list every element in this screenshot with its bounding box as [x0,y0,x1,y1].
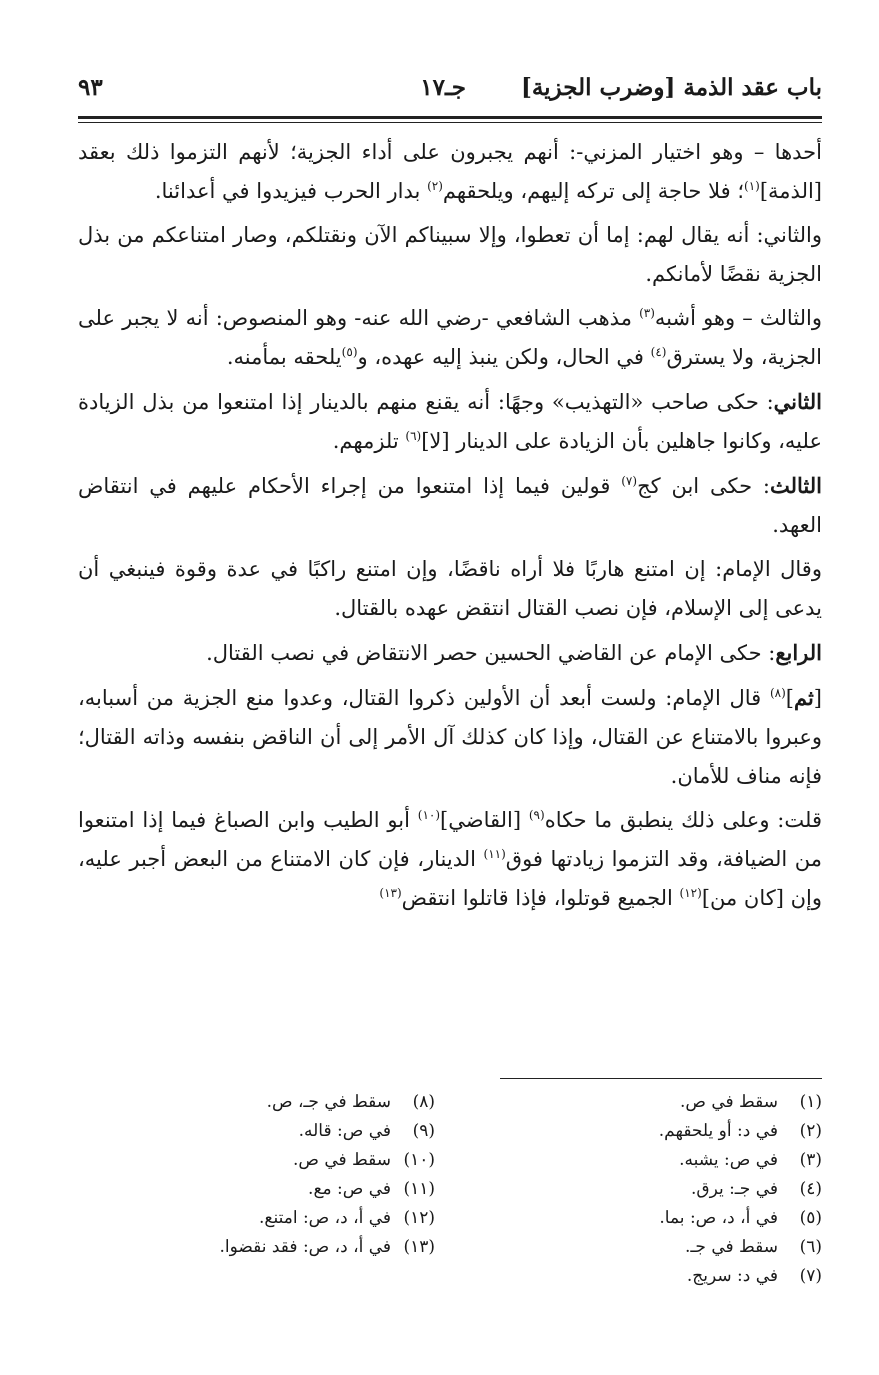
footnote-number: (١١) [403,1179,435,1199]
page-number: ٩٣ [78,74,103,101]
footnote-text: في أ، د، ص: امتنع. [259,1208,391,1228]
section-lead: الثالث [770,473,822,498]
paragraph: وقال الإمام: إن امتنع هاربًا فلا أراه ناقضًا، وإن امتنع راكبًا في عدة وقوة فينبغي أن يدعى إلى الإسلام، فإن نصب القتال انتقض عهده بالقتال. [78,557,822,620]
footnote-text: في أ، د، ص: فقد نقضوا. [219,1237,391,1257]
footnote [465,1146,822,1175]
paragraph: الرابع: حكى الإمام عن القاضي الحسين حصر الانتقاض في نصب القتال. [206,640,822,665]
section-lead: الرابع [775,640,822,665]
footnote [78,1233,435,1262]
paragraph: قلت: وعلى ذلك ينطبق ما حكاه$^{(٩)}$ [القاضي]$^{(١٠)}$ أبو الطيب وابن الصباغ فيما إذا امتنعوا من الضيافة، وقد التزموا زيادتها فوق$^{(١١)}$ الدينار، فإن كان الامتناع من البعض أجبر عليه، وإن [كان من]$^{(١٢)}$ الجميع قوتلوا، فإذا قاتلوا انتقض$^{(١٣)}$ [78,808,822,910]
footnotes-column-left [78,1088,465,1291]
footnote-number: (١٢) [403,1208,435,1228]
footnote-number: (٣) [799,1150,822,1170]
paragraph: والثاني: أنه يقال لهم: إما أن تعطوا، وإلا سبيناكم الآن ونقتلكم، وصار امتناعكم من بذل الجزية نقضًا لأمانكم. [78,223,822,286]
footnote [465,1117,822,1146]
footnote-text: في ص: يشبه. [679,1150,778,1170]
footnote [465,1204,822,1233]
footnote-text: سقط في جـ. [685,1237,778,1257]
footnote-text: في د: سريج. [686,1266,778,1286]
footnotes [78,1088,822,1291]
footnote-number: (٧) [799,1266,822,1286]
page-body [78,133,822,918]
footnotes-column-right [465,1088,822,1291]
footnote-number: (٥) [799,1208,822,1228]
footnote-text: في ص: قاله. [298,1121,391,1141]
footnote-text: في د: أو يلحقهم. [658,1121,778,1141]
footnote [465,1088,822,1117]
footnote [78,1204,435,1233]
footnote-text: سقط في ص. [679,1092,778,1112]
footnote [78,1146,435,1175]
footnote [78,1088,435,1117]
footnote-number: (٦) [799,1237,822,1257]
footnote [465,1262,822,1291]
footnote-number: (١) [799,1092,822,1112]
paragraph: الثاني: حكى صاحب «التهذيب» وجهًا: أنه يقنع منهم بالدينار إذا امتنعوا من بذل الزيادة عليه، وكانوا جاهلين بأن الزيادة على الدينار [لا]$^{(٦)}$ تلزمهم. [78,389,822,453]
footnote [78,1175,435,1204]
footnote-text: في جـ: يرق. [690,1179,778,1199]
footnote-text: سقط في جـ، ص. [266,1092,391,1112]
paragraph: [ثم]$^{(٨)}$ قال الإمام: ولست أبعد أن الأولين ذكروا القتال، وعدوا منع الجزية من أسبابه، وعبروا بالامتناع عن القتال، وإذا كان كذلك آل الأمر إلى أن الناقض بنفسه وذاته القتال؛ فإنه مناف للأمان. [78,685,822,788]
paragraph: الثالث: حكى ابن كج$^{(٧)}$ قولين فيما إذا امتنعوا من إجراء الأحكام عليهم في انتقاض العهد. [78,473,822,537]
header-rule [78,116,822,119]
volume-number: جـ١٧ [420,74,466,101]
footnote-text: في أ، د، ص: بما. [659,1208,778,1228]
chapter-title: باب عقد الذمة [وضرب الجزية] [520,74,822,101]
book-page [78,66,822,1316]
footnote [465,1233,822,1262]
footnote-number: (٢) [799,1121,822,1141]
footnote-number: (٩) [412,1121,435,1141]
paragraph: أحدها – وهو اختيار المزني-: أنهم يجبرون على أداء الجزية؛ لأنهم التزموا ذلك بعقد [الذمة]$^{(١)}$؛ فلا حاجة إلى تركه إليهم، ويلحقهم$^{(٢)}$ بدار الحرب فيزيدوا في أعدائنا. [78,140,822,203]
page-header [78,66,822,110]
footnote-number: (١٣) [403,1237,435,1257]
footnote-separator [500,1078,822,1079]
footnote-number: (٨) [412,1092,435,1112]
footnote [78,1117,435,1146]
section-lead: الثاني [773,389,822,414]
footnote-text: سقط في ص. [292,1150,391,1170]
footnote-number: (١٠) [403,1150,435,1170]
footnote [465,1175,822,1204]
footnote-text: في ص: مع. [308,1179,391,1199]
header-rule-thin [78,122,822,123]
footnote-number: (٤) [799,1179,822,1199]
paragraph: والثالث – وهو أشبه$^{(٣)}$ مذهب الشافعي -رضي الله عنه- وهو المنصوص: أنه لا يجبر على الجزية، ولا يسترق$^{(٤)}$ في الحال، ولكن ينبذ إليه عهده، و$^{(٥)}$يلحقه بمأمنه. [78,306,822,369]
